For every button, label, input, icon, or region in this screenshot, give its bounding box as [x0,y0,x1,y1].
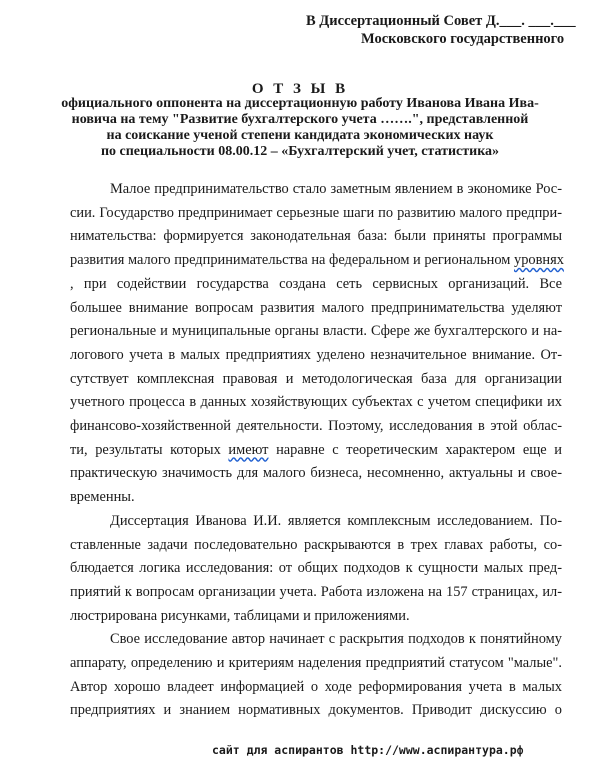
text-line: временны. [70,489,135,506]
addressee-block [306,12,596,48]
document-title: О Т З Ы В [251,81,349,97]
addressee-line: В Диссертационный Совет Д.___. ___.___ [306,13,576,29]
text-line: приятий к вопросам организации учета. Работа изложена на 157 страницах, ил- [70,583,562,600]
site-watermark-footer: сайт для аспирантов http://www.аспирантура.рф [212,743,524,757]
text-line: аппарату, определению и критериям наделения предприятий статусом "малые". [70,655,562,672]
subtitle-line: официального оппонента на диссертационную работу Иванова Ивана Ива- [61,96,539,111]
text-line: Диссертация Иванова И.И. является комплексным исследованием. По- [110,512,562,529]
text-line: , при содействии государства создана сеть сервисных организаций. Все [70,275,562,292]
text-line: логового учета в малых предприятиях уделено незначительное внимание. От- [70,346,562,363]
document-subtitle [0,96,600,160]
text-line: финансово-хозяйственной деятельности. Поэтому, исследования в этой облас- [70,418,562,435]
spellcheck-marked-word: имеют [228,441,269,458]
addressee-university: Московского государственного [361,31,565,47]
subtitle-line: по специальности 08.00.12 – «Бухгалтерский учет, статистика» [100,144,500,159]
subtitle-line: на соискание ученой степени кандидата экономических наук [106,128,494,143]
subtitle-line: новича на тему "Развитие бухгалтерского учета …….", представленной [71,112,529,127]
review-body [70,178,562,723]
text-line: большее внимание вопросам развития малого предпринимательства уделяют [70,299,562,316]
text-line: Малое предпринимательство стало заметным явлением в экономике Рос- [110,181,562,197]
text-line: ти, результаты которых имеют наравне с теоретическим характером еще и [70,441,562,458]
spellcheck-marked-word: уровнях [514,252,564,269]
text-line: Автор хорошо владеет информацией о ходе реформирования учета в малых [70,678,562,695]
text-line: ставленные задачи последовательно раскрываются в трех главах работы, со- [70,536,562,553]
text-line: региональные и муниципальные органы власти. Сфере же бухгалтерского и на- [70,323,562,340]
text-line: нимательства: формируется законодательная база: были приняты программы [70,228,562,245]
text-line: развития малого предпринимательства на федеральном и региональном уровнях [70,252,564,269]
text-line: блюдается логика исследования: от общих подходов к сущности малых пред- [70,560,562,577]
text-line: сии. Государство предпринимает серьезные шаги по развитию малого предпри- [70,204,562,221]
text-line: практическую значимость для малого бизнеса, несомненно, актуальны и свое- [70,465,562,482]
text-line: Свое исследование автор начинает с раскрытия подходов к понятийному [110,631,562,648]
text-line: люстрирована рисунками, таблицами и приложениями. [70,607,410,624]
text-line: учетного процесса в данных хозяйствующих субъектах с учетом специфики их [70,394,562,411]
text-line: предприятиях и знанием нормативных документов. Приводит дискуссию о [70,702,562,719]
text-line: сутствует комплексная правовая и методологическая база для организации [70,370,562,387]
